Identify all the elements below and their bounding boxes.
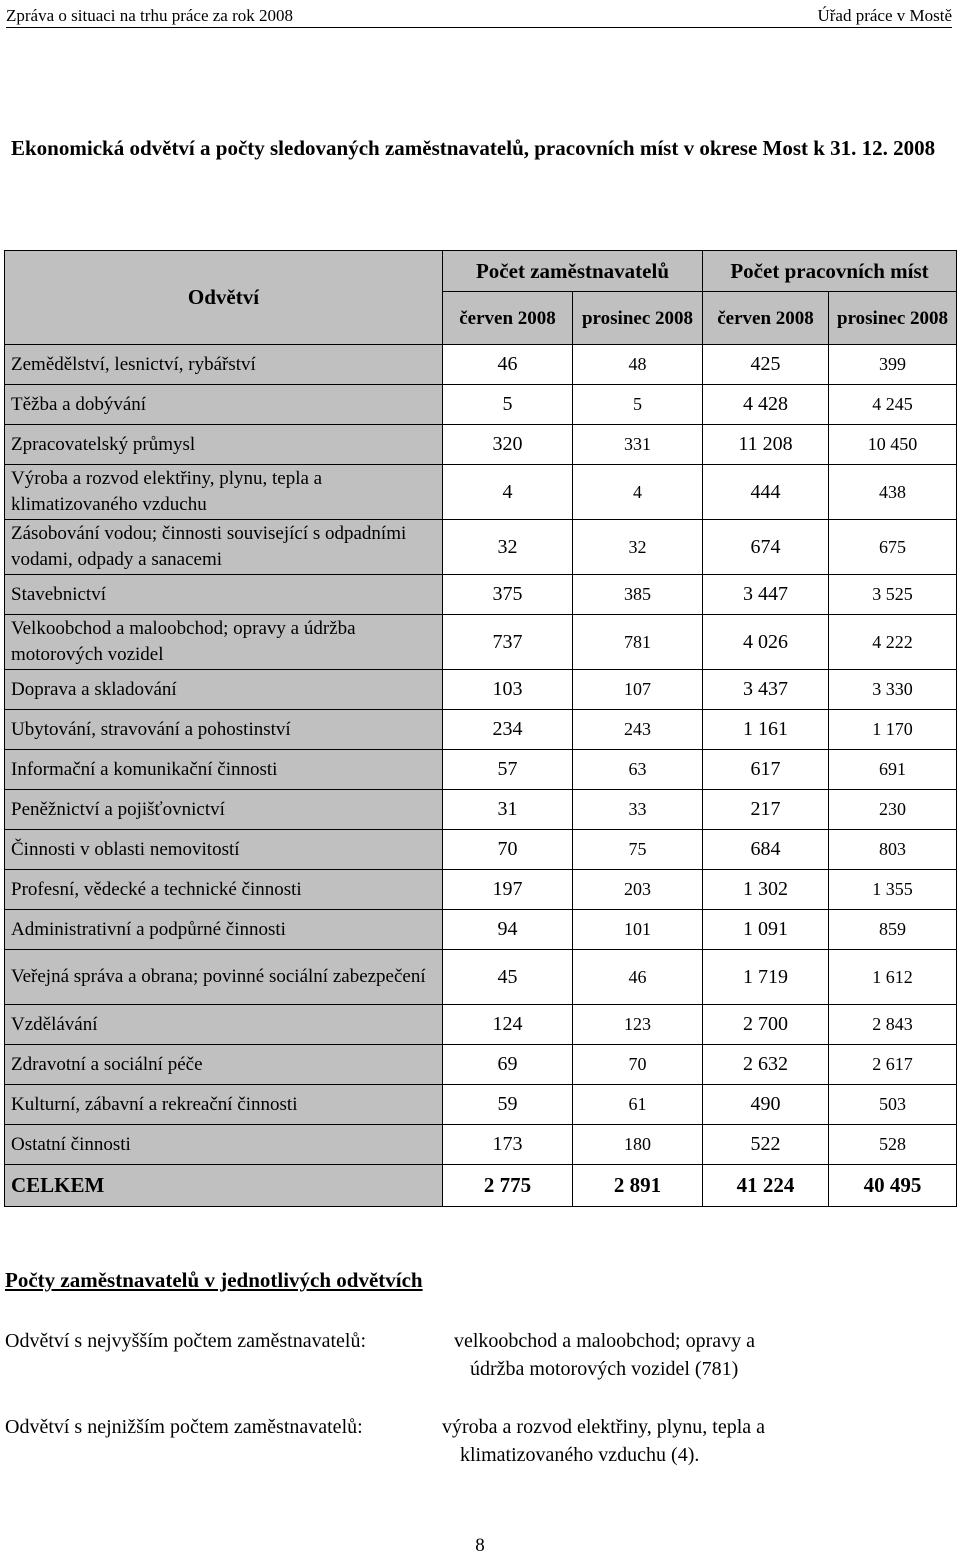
row-sector-label: Veřejná správa a obrana; povinné sociální zabezpečení xyxy=(5,950,443,1005)
cell-employers-june: 320 xyxy=(443,425,573,465)
cell-employers-december: 48 xyxy=(573,345,703,385)
cell-jobs-december: 528 xyxy=(829,1125,957,1165)
cell-employers-june: 94 xyxy=(443,910,573,950)
row-sector-label: Zásobování vodou; činnosti související s odpadními vodami, odpady a sanacemi xyxy=(5,520,443,575)
row-sector-label: Zemědělství, lesnictví, rybářství xyxy=(5,345,443,385)
row-sector-label: Informační a komunikační činnosti xyxy=(5,750,443,790)
table-row xyxy=(5,950,957,1005)
cell-jobs-june: 684 xyxy=(703,830,829,870)
sector-table xyxy=(4,250,957,1207)
cell-employers-december: 101 xyxy=(573,910,703,950)
cell-jobs-june: 674 xyxy=(703,520,829,575)
page-number: 8 xyxy=(475,1535,485,1556)
cell-employers-june: 4 xyxy=(443,465,573,520)
table-row xyxy=(5,575,957,615)
table-row xyxy=(5,345,957,385)
cell-employers-june: 70 xyxy=(443,830,573,870)
cell-jobs-december: 803 xyxy=(829,830,957,870)
cell-jobs-december: 691 xyxy=(829,750,957,790)
highest-label: Odvětví s nejvyšším počtem zaměstnavatelů: xyxy=(5,1330,367,1352)
table-row xyxy=(5,870,957,910)
row-sector-label: Administrativní a podpůrné činnosti xyxy=(5,910,443,950)
table-row xyxy=(5,1125,957,1165)
cell-employers-december: 70 xyxy=(573,1045,703,1085)
header-office-name: Úřad práce v Mostě xyxy=(817,6,952,25)
cell-employers-june: 234 xyxy=(443,710,573,750)
cell-jobs-june: 4 428 xyxy=(703,385,829,425)
cell-jobs-december: 4 245 xyxy=(829,385,957,425)
row-sector-label: Doprava a skladování xyxy=(5,670,443,710)
cell-employers-june: 69 xyxy=(443,1045,573,1085)
table-title: Ekonomická odvětví a počty sledovaných zaměstnavatelů, pracovních míst v okrese Most k 31. 12. 2008 xyxy=(11,136,936,160)
table-row xyxy=(5,790,957,830)
cell-employers-december: 5 xyxy=(573,385,703,425)
table-row xyxy=(5,425,957,465)
cell-employers-june: 46 xyxy=(443,345,573,385)
row-sector-label: Ubytování, stravování a pohostinství xyxy=(5,710,443,750)
cell-employers-december: 243 xyxy=(573,710,703,750)
page-header xyxy=(6,2,952,28)
cell-employers-december: 46 xyxy=(573,950,703,1005)
cell-employers-december: 61 xyxy=(573,1085,703,1125)
table-row xyxy=(5,830,957,870)
table-row xyxy=(5,910,957,950)
row-sector-label: Stavebnictví xyxy=(5,575,443,615)
cell-jobs-june: 490 xyxy=(703,1085,829,1125)
group-jobs-header: Počet pracovních míst xyxy=(703,251,957,292)
sub-header-jobs-june: červen 2008 xyxy=(703,292,829,345)
sub-header-employers-december: prosinec 2008 xyxy=(573,292,703,345)
total-row xyxy=(5,1165,957,1207)
cell-jobs-december: 1 170 xyxy=(829,710,957,750)
highest-value-line1: velkoobchod a maloobchod; opravy a xyxy=(454,1330,756,1352)
cell-jobs-june: 1 091 xyxy=(703,910,829,950)
group-employers-header: Počet zaměstnavatelů xyxy=(443,251,703,292)
cell-jobs-june: 217 xyxy=(703,790,829,830)
table-row xyxy=(5,520,957,575)
total-employers-december: 2 891 xyxy=(573,1165,703,1207)
total-jobs-december: 40 495 xyxy=(829,1165,957,1207)
cell-jobs-june: 444 xyxy=(703,465,829,520)
cell-employers-june: 57 xyxy=(443,750,573,790)
cell-employers-june: 31 xyxy=(443,790,573,830)
sub-header-employers-june: červen 2008 xyxy=(443,292,573,345)
cell-jobs-june: 425 xyxy=(703,345,829,385)
cell-jobs-june: 4 026 xyxy=(703,615,829,670)
table-row xyxy=(5,710,957,750)
cell-jobs-june: 11 208 xyxy=(703,425,829,465)
cell-employers-december: 781 xyxy=(573,615,703,670)
cell-employers-june: 103 xyxy=(443,670,573,710)
table-row xyxy=(5,1005,957,1045)
cell-jobs-december: 1 355 xyxy=(829,870,957,910)
cell-employers-june: 197 xyxy=(443,870,573,910)
cell-employers-december: 331 xyxy=(573,425,703,465)
cell-employers-december: 33 xyxy=(573,790,703,830)
table-row xyxy=(5,670,957,710)
cell-jobs-june: 1 161 xyxy=(703,710,829,750)
header-report-title: Zpráva o situaci na trhu práce za rok 2008 xyxy=(6,6,293,25)
table-row xyxy=(5,465,957,520)
cell-employers-december: 4 xyxy=(573,465,703,520)
cell-jobs-december: 859 xyxy=(829,910,957,950)
cell-employers-december: 385 xyxy=(573,575,703,615)
cell-employers-december: 75 xyxy=(573,830,703,870)
cell-jobs-december: 3 330 xyxy=(829,670,957,710)
cell-employers-december: 123 xyxy=(573,1005,703,1045)
col-sector-header: Odvětví xyxy=(5,251,443,345)
cell-employers-december: 32 xyxy=(573,520,703,575)
table-row xyxy=(5,750,957,790)
cell-employers-december: 180 xyxy=(573,1125,703,1165)
cell-employers-december: 63 xyxy=(573,750,703,790)
row-sector-label: Zpracovatelský průmysl xyxy=(5,425,443,465)
row-sector-label: Velkoobchod a maloobchod; opravy a údržba motorových vozidel xyxy=(5,615,443,670)
row-sector-label: Kulturní, zábavní a rekreační činnosti xyxy=(5,1085,443,1125)
cell-jobs-december: 4 222 xyxy=(829,615,957,670)
cell-employers-december: 203 xyxy=(573,870,703,910)
cell-employers-june: 5 xyxy=(443,385,573,425)
cell-jobs-december: 399 xyxy=(829,345,957,385)
cell-jobs-june: 617 xyxy=(703,750,829,790)
row-sector-label: Vzdělávání xyxy=(5,1005,443,1045)
cell-jobs-december: 438 xyxy=(829,465,957,520)
row-sector-label: Činnosti v oblasti nemovitostí xyxy=(5,830,443,870)
cell-employers-june: 59 xyxy=(443,1085,573,1125)
cell-jobs-december: 3 525 xyxy=(829,575,957,615)
row-sector-label: Peněžnictví a pojišťovnictví xyxy=(5,790,443,830)
cell-jobs-december: 503 xyxy=(829,1085,957,1125)
row-sector-label: Výroba a rozvod elektřiny, plynu, tepla a klimatizovaného vzduchu xyxy=(5,465,443,520)
total-jobs-june: 41 224 xyxy=(703,1165,829,1207)
highest-value-line2: údržba motorových vozidel (781) xyxy=(470,1358,739,1380)
cell-jobs-june: 1 302 xyxy=(703,870,829,910)
sub-header-jobs-december: prosinec 2008 xyxy=(829,292,957,345)
cell-jobs-june: 2 632 xyxy=(703,1045,829,1085)
cell-jobs-june: 3 437 xyxy=(703,670,829,710)
cell-jobs-december: 2 617 xyxy=(829,1045,957,1085)
lowest-value-line2: klimatizovaného vzduchu (4). xyxy=(460,1444,700,1466)
cell-employers-june: 124 xyxy=(443,1005,573,1045)
cell-jobs-june: 1 719 xyxy=(703,950,829,1005)
row-sector-label: Zdravotní a sociální péče xyxy=(5,1045,443,1085)
cell-employers-june: 32 xyxy=(443,520,573,575)
table-row xyxy=(5,1085,957,1125)
cell-jobs-december: 675 xyxy=(829,520,957,575)
cell-employers-june: 173 xyxy=(443,1125,573,1165)
cell-employers-june: 375 xyxy=(443,575,573,615)
total-employers-june: 2 775 xyxy=(443,1165,573,1207)
table-row xyxy=(5,615,957,670)
row-sector-label: Ostatní činnosti xyxy=(5,1125,443,1165)
row-sector-label: Těžba a dobývání xyxy=(5,385,443,425)
row-sector-label: Profesní, vědecké a technické činnosti xyxy=(5,870,443,910)
cell-employers-june: 737 xyxy=(443,615,573,670)
cell-jobs-june: 3 447 xyxy=(703,575,829,615)
cell-jobs-june: 522 xyxy=(703,1125,829,1165)
lowest-value-line1: výroba a rozvod elektřiny, plynu, tepla a xyxy=(442,1416,766,1438)
cell-employers-december: 107 xyxy=(573,670,703,710)
table-row xyxy=(5,1045,957,1085)
cell-jobs-december: 1 612 xyxy=(829,950,957,1005)
total-label: CELKEM xyxy=(5,1165,443,1207)
cell-jobs-december: 10 450 xyxy=(829,425,957,465)
cell-jobs-december: 2 843 xyxy=(829,1005,957,1045)
cell-jobs-june: 2 700 xyxy=(703,1005,829,1045)
lowest-label: Odvětví s nejnižším počtem zaměstnavatelů: xyxy=(5,1416,363,1438)
table-row xyxy=(5,385,957,425)
cell-jobs-december: 230 xyxy=(829,790,957,830)
section-heading: Počty zaměstnavatelů v jednotlivých odvětvích xyxy=(5,1268,423,1292)
cell-employers-june: 45 xyxy=(443,950,573,1005)
